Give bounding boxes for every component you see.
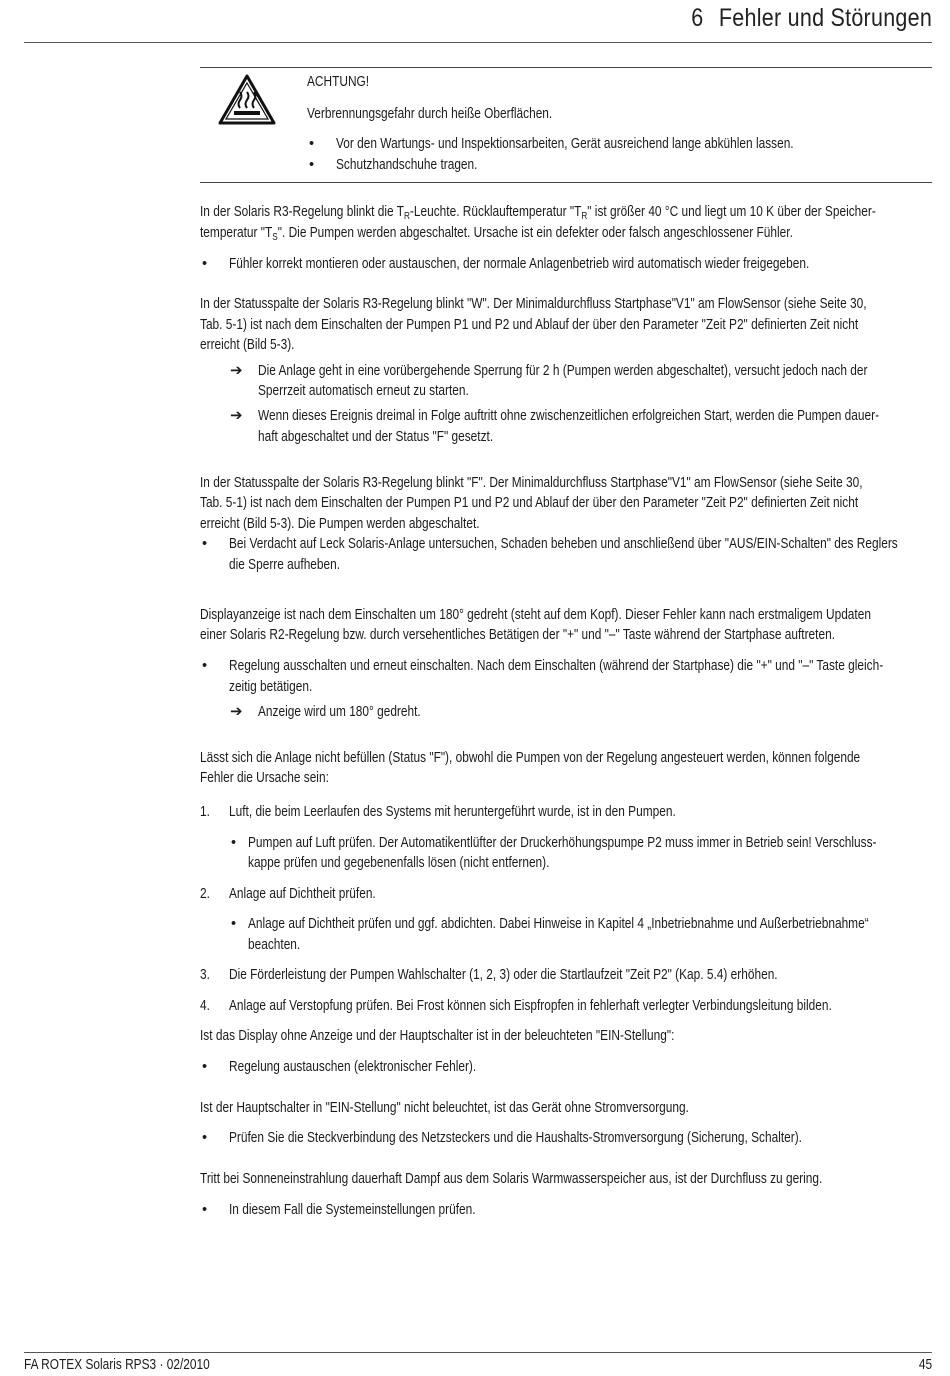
- s5-sub2-line-2: beachten.: [248, 937, 301, 953]
- s2-line-3: erreicht (Bild 5-3).: [200, 337, 295, 353]
- s2-line-2: Tab. 5-1) ist nach dem Einschalten der Pumpen P1 und P2 und Ablauf der über den Parameter "Zeit P2" definierten Zeit nicht: [200, 317, 859, 333]
- s2-arrow2-line-1: Wenn dieses Ereignis dreimal in Folge auftritt ohne zwischenzeitlichen erfolgreichen Start, werden die Pumpen dauer-: [258, 408, 880, 424]
- arrow-icon: ➔: [230, 703, 243, 720]
- s2-arrow1-line-2: Sperrzeit automatisch erneut zu starten.: [258, 383, 469, 399]
- s2-arrow1-line-1: Die Anlage geht in eine vorübergehende Sperrung für 2 h (Pumpen werden abgeschaltet), versucht jedoch nach der: [258, 363, 868, 379]
- arrow-icon: ➔: [230, 407, 243, 424]
- bullet: •: [202, 256, 208, 272]
- bullet: •: [309, 157, 315, 173]
- bullet: •: [309, 136, 315, 152]
- bullet: •: [202, 658, 208, 674]
- s1-para-line-1: In der Solaris R3-Regelung blinkt die $T_R$-Leuchte. Rücklauftemperatur "$T_R$" ist größer 40 °C und liegt um 10 K über der Speicher-: [200, 204, 876, 222]
- s3-line-3: erreicht (Bild 5-3). Die Pumpen werden abgeschaltet.: [200, 516, 480, 532]
- s5-line-1: Lässt sich die Anlage nicht befüllen (Status "F"), obwohl die Pumpen von der Regelung angesteuert werden, können folgende: [200, 750, 861, 766]
- footer-rule: [24, 1352, 932, 1353]
- s5-item-4-num: 4.: [200, 998, 210, 1014]
- chapter-title: Fehler und Störungen: [718, 4, 932, 32]
- footer-document-id: FA ROTEX Solaris RPS3 · 02/2010: [24, 1357, 210, 1373]
- s8-line: Tritt bei Sonneneinstrahlung dauerhaft Dampf aus dem Solaris Warmwasserspeicher aus, ist der Durchfluss zu gering.: [200, 1171, 823, 1187]
- s4-bullet-line-1: Regelung ausschalten und erneut einschalten. Nach dem Einschalten (während der Startphase) die "+" und "–" Taste gleich-: [229, 658, 884, 674]
- s3-line-2: Tab. 5-1) ist nach dem Einschalten der Pumpen P1 und P2 und Ablauf der über den Parameter "Zeit P2" definierten Zeit nicht: [200, 495, 859, 511]
- s4-bullet-line-2: zeitig betätigen.: [229, 679, 313, 695]
- s1-bullet: Fühler korrekt montieren oder austauschen, der normale Anlagenbetrieb wird automatisch wieder freigegeben.: [229, 256, 810, 272]
- bullet: •: [202, 1059, 208, 1075]
- s7-line: Ist der Hauptschalter in "EIN-Stellung" nicht beleuchtet, ist das Gerät ohne Stromversorgung.: [200, 1100, 689, 1116]
- header-rule: [24, 42, 932, 43]
- page-number: 45: [918, 1357, 932, 1373]
- s5-item-1-num: 1.: [200, 804, 210, 820]
- bullet: •: [202, 1202, 208, 1218]
- s3-bullet-line-2: die Sperre aufheben.: [229, 557, 341, 573]
- warning-text: Verbrennungsgefahr durch heiße Oberflächen.: [307, 106, 553, 122]
- chapter-heading: [691, 4, 932, 33]
- bullet: •: [202, 1130, 208, 1146]
- s7-bullet: Prüfen Sie die Steckverbindung des Netzsteckers und die Haushalts-Stromversorgung (Sicherung, Schalter).: [229, 1130, 803, 1146]
- s5-item-3-text: Die Förderleistung der Pumpen Wahlschalter (1, 2, 3) oder die Startlaufzeit "Zeit P2" (Kap. 5.4) erhöhen.: [229, 967, 778, 983]
- bullet: •: [231, 916, 237, 932]
- s2-line-1: In der Statusspalte der Solaris R3-Regelung blinkt "W". Der Minimaldurchfluss Startphase"V1" am FlowSensor (siehe Seite 30,: [200, 296, 867, 312]
- s5-item-2-num: 2.: [200, 886, 210, 902]
- s8-bullet: In diesem Fall die Systemeinstellungen prüfen.: [229, 1202, 476, 1218]
- s5-item-4-text: Anlage auf Verstopfung prüfen. Bei Frost können sich Eispfropfen in fehlerhaft verlegter Verbindungsleitung bilden.: [229, 998, 832, 1014]
- s5-sub2-line-1: Anlage auf Dichtheit prüfen und ggf. abdichten. Dabei Hinweise in Kapitel 4 „Inbetriebnahme und Außerbetriebnahme“: [248, 916, 869, 932]
- s5-sub1-line-1: Pumpen auf Luft prüfen. Der Automatikentlüfter der Druckerhöhungspumpe P2 muss immer in Betrieb sein! Verschluss-: [248, 835, 877, 851]
- bullet: •: [231, 835, 237, 851]
- hot-surface-warning-icon: [218, 74, 276, 126]
- s4-arrow: Anzeige wird um 180° gedreht.: [258, 704, 421, 720]
- s5-item-3-num: 3.: [200, 967, 210, 983]
- arrow-icon: ➔: [230, 362, 243, 379]
- warning-title: ACHTUNG!: [307, 74, 370, 90]
- s5-item-2-text: Anlage auf Dichtheit prüfen.: [229, 886, 376, 902]
- chapter-number: 6: [691, 4, 704, 32]
- s5-sub1-line-2: kappe prüfen und gegebenenfalls lösen (nicht entfernen).: [248, 855, 550, 871]
- s4-line-1: Displayanzeige ist nach dem Einschalten um 180° gedreht (steht auf dem Kopf). Dieser Fehler kann nach erstmaligem Updaten: [200, 607, 871, 623]
- s3-bullet-line-1: Bei Verdacht auf Leck Solaris-Anlage untersuchen, Schaden beheben und anschließend über "AUS/EIN-Schalten" des Reglers: [229, 536, 898, 552]
- s1-para-line-2: temperatur "$T_S$". Die Pumpen werden abgeschaltet. Ursache ist ein defekter oder falsch angeschlossener Fühler.: [200, 225, 793, 243]
- s6-bullet: Regelung austauschen (elektronischer Fehler).: [229, 1059, 477, 1075]
- s6-line: Ist das Display ohne Anzeige und der Hauptschalter ist in der beleuchteten "EIN-Stellung":: [200, 1028, 675, 1044]
- s5-item-1-text: Luft, die beim Leerlaufen des Systems mit heruntergeführt wurde, ist in den Pumpen.: [229, 804, 676, 820]
- s5-line-2: Fehler die Ursache sein:: [200, 770, 329, 786]
- s2-arrow2-line-2: haft abgeschaltet und der Status "F" gesetzt.: [258, 429, 494, 445]
- s3-line-1: In der Statusspalte der Solaris R3-Regelung blinkt "F". Der Minimaldurchfluss Startphase"V1" am FlowSensor (siehe Seite 30,: [200, 475, 863, 491]
- warning-bullet-2: Schutzhandschuhe tragen.: [336, 157, 478, 173]
- warning-bullet-1: Vor den Wartungs- und Inspektionsarbeiten, Gerät ausreichend lange abkühlen lassen.: [336, 136, 794, 152]
- bullet: •: [202, 536, 208, 552]
- s4-line-2: einer Solaris R2-Regelung bzw. durch versehentliches Betätigen der "+" und "–" Taste während der Startphase auftreten.: [200, 627, 836, 643]
